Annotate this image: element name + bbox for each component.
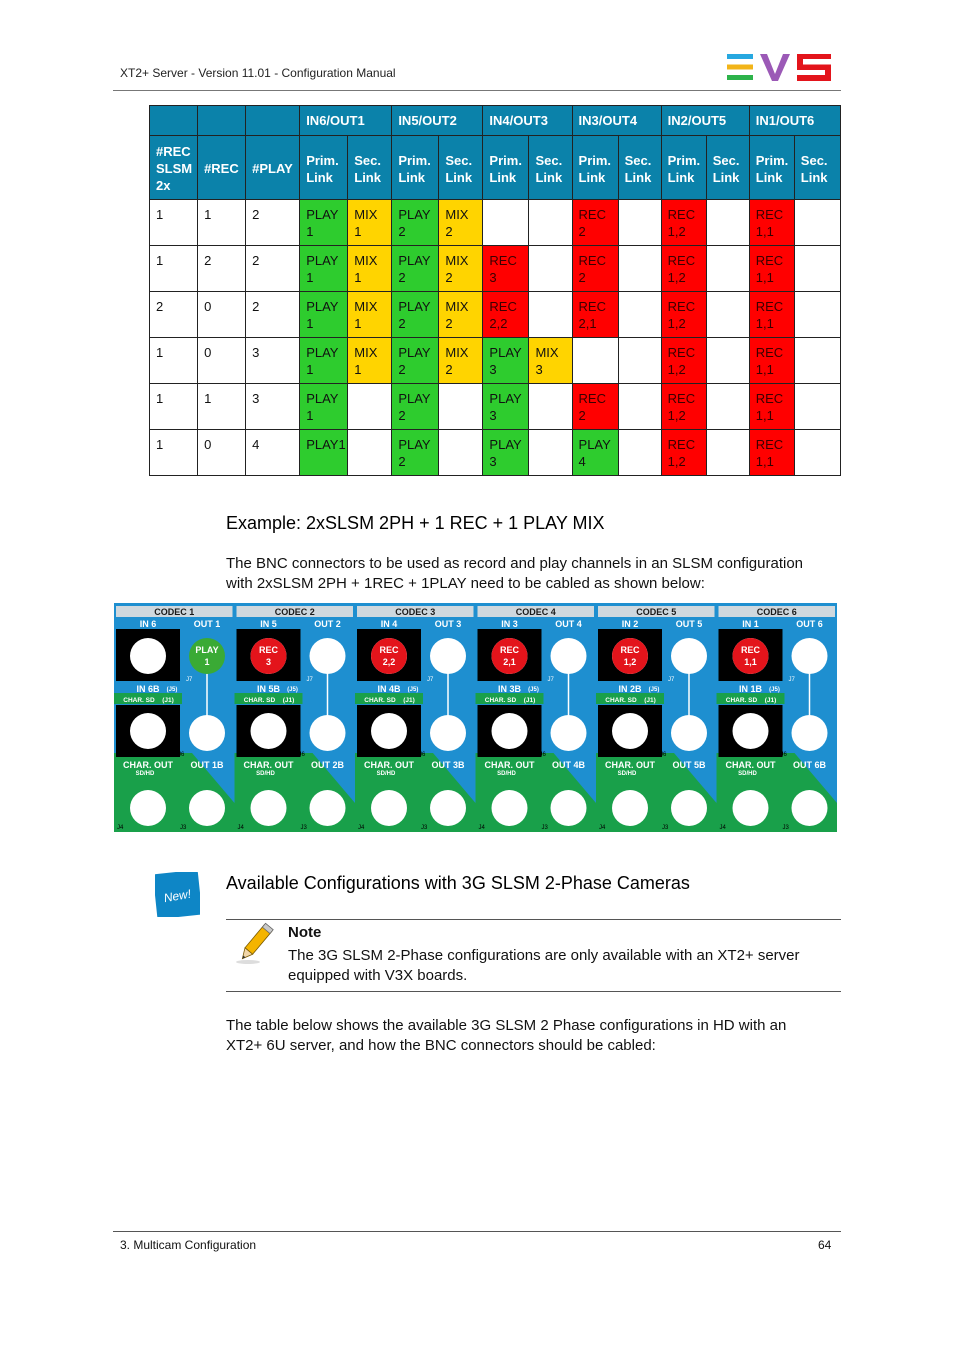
char-sd-label: CHAR. SD — [364, 697, 396, 704]
channel-label: REC — [620, 645, 640, 655]
char-out-label: CHAR. OUT — [605, 760, 655, 770]
configuration-table — [149, 105, 841, 476]
bnc-j3-connector — [430, 790, 466, 826]
bnc-output-b-connector — [189, 715, 225, 751]
column-header-cell: Prim. Link — [483, 136, 529, 200]
bnc-output-b-connector — [792, 715, 828, 751]
output-b-label: OUT 5B — [672, 760, 706, 770]
table-cell: PLAY 3 — [483, 384, 529, 430]
table-cell: REC 1,1 — [749, 292, 794, 338]
input-b-label: IN 2B — [618, 684, 642, 694]
table-group-header-row — [150, 106, 841, 136]
connector-number: J4 — [358, 825, 365, 831]
bnc-j3-connector — [671, 790, 707, 826]
connector-number: J6 — [660, 752, 667, 758]
group-header-cell: IN5/OUT2 — [392, 106, 483, 136]
output-label: OUT 2 — [314, 619, 341, 629]
connector-number: (J1) — [162, 697, 174, 704]
table-cell — [706, 430, 749, 476]
connector-number: (J5) — [769, 687, 780, 693]
bnc-j3-connector — [189, 790, 225, 826]
table-cell — [794, 338, 840, 384]
table-cell: REC 1,2 — [661, 430, 706, 476]
table-cell — [706, 200, 749, 246]
connector-number: (J1) — [282, 697, 295, 704]
connector-number: J6 — [178, 752, 185, 758]
column-header-cell: Prim. Link — [661, 136, 706, 200]
connector-number: J7 — [668, 677, 675, 683]
connector-number: J6 — [539, 752, 546, 758]
column-header-cell: Prim. Link — [572, 136, 618, 200]
bnc-j3-connector — [551, 790, 587, 826]
connector-number: J3 — [662, 825, 669, 831]
bnc-j3-connector — [792, 790, 828, 826]
table-cell: 2 — [246, 200, 300, 246]
connector-number: J8 — [602, 677, 609, 683]
connector-number: J4 — [599, 825, 606, 831]
table-cell: 4 — [246, 430, 300, 476]
table-cell: PLAY1 — [300, 430, 348, 476]
column-header-cell: Sec. Link — [529, 136, 572, 200]
connector-number: (J5) — [528, 687, 539, 693]
table-cell: REC 2 — [572, 200, 618, 246]
table-cell: PLAY 2 — [392, 292, 439, 338]
table-cell — [529, 292, 572, 338]
channel-label: 2,1 — [503, 657, 516, 667]
table-cell: MIX 1 — [348, 338, 392, 384]
table-cell: PLAY 3 — [483, 338, 529, 384]
table-cell: REC 2 — [572, 246, 618, 292]
bnc-output-connector — [189, 638, 225, 674]
input-b-label: IN 6B — [136, 684, 160, 694]
table-cell: REC 1,1 — [749, 200, 794, 246]
table-cell — [348, 430, 392, 476]
available-configs-heading: Available Configurations with 3G SLSM 2-Phase Cameras — [226, 873, 690, 893]
output-b-label: OUT 2B — [310, 760, 345, 770]
page-header-title: XT2+ Server - Version 11.01 - Configuration Manual — [120, 66, 396, 80]
table-cell — [794, 430, 840, 476]
bnc-output-b-connector — [551, 715, 587, 751]
table-cell: 2 — [246, 246, 300, 292]
column-header-cell: Prim. Link — [300, 136, 348, 200]
connector-number: J8 — [120, 677, 127, 683]
char-out-label: CHAR. OUT — [123, 760, 173, 770]
table-cell: MIX 1 — [348, 200, 392, 246]
input-b-label: IN 4B — [377, 684, 401, 694]
char-out-label: CHAR. OUT — [243, 760, 294, 770]
example-heading: Example: 2xSLSM 2PH + 1 REC + 1 PLAY MIX — [226, 513, 605, 533]
bnc-char-out-connector — [251, 790, 287, 826]
bnc-output-connector — [430, 638, 466, 674]
example-paragraph-line: with 2xSLSM 2PH + 1REC + 1PLAY need to be cabled as shown below: — [226, 575, 705, 592]
input-b-label: IN 5B — [256, 684, 281, 694]
table-cell: PLAY 2 — [392, 246, 439, 292]
table-cell: 3 — [246, 384, 300, 430]
connector-number: (J5) — [407, 687, 419, 693]
output-label: OUT 1 — [193, 619, 221, 629]
connector-number: J3 — [180, 825, 187, 831]
table-cell — [794, 292, 840, 338]
connector-number: J7 — [427, 677, 434, 683]
footer-rule — [113, 1231, 841, 1232]
input-label: IN 4 — [380, 619, 398, 629]
table-cell — [706, 246, 749, 292]
table-cell — [529, 384, 572, 430]
column-header-cell: Prim. Link — [749, 136, 794, 200]
table-cell: PLAY 1 — [300, 200, 348, 246]
channel-label: REC — [258, 645, 279, 655]
group-header-cell: IN1/OUT6 — [749, 106, 840, 136]
table-cell: MIX 1 — [348, 246, 392, 292]
sdhd-label: SD/HD — [738, 771, 757, 777]
input-label: IN 3 — [501, 619, 518, 629]
table-cell: MIX 3 — [529, 338, 572, 384]
codec-label: CODEC 4 — [515, 607, 556, 617]
note-top-rule — [226, 919, 841, 920]
channel-label: REC — [379, 645, 399, 655]
table-cell: MIX 2 — [439, 292, 483, 338]
connector-number: J3 — [782, 825, 789, 831]
table-cell: REC 2 — [572, 384, 618, 430]
table-cell — [706, 338, 749, 384]
column-header-cell: Sec. Link — [618, 136, 661, 200]
evs-logo — [727, 52, 833, 82]
rec-channel-marker — [733, 638, 769, 674]
table-cell — [706, 384, 749, 430]
input-label: IN 5 — [260, 619, 277, 629]
bnc-char-connector — [733, 713, 769, 749]
connector-number: J3 — [300, 825, 307, 831]
group-header-cell: IN6/OUT1 — [300, 106, 392, 136]
rec-channel-marker — [251, 638, 287, 674]
note-text — [288, 946, 838, 986]
output-label: OUT 6 — [796, 619, 823, 629]
table-cell: PLAY 1 — [300, 292, 348, 338]
new-badge-icon — [155, 872, 200, 917]
char-sd-label: CHAR. SD — [605, 697, 637, 704]
input-label: IN 2 — [621, 619, 639, 629]
table-cell — [618, 338, 661, 384]
codec-label: CODEC 5 — [636, 607, 677, 617]
table-cell: MIX 2 — [439, 200, 483, 246]
bnc-output-connector — [671, 638, 707, 674]
bnc-connector-panel — [114, 603, 841, 832]
example-paragraph-line: The BNC connectors to be used as record and play channels in an SLSM configuration — [226, 555, 804, 572]
table-cell: REC 1,1 — [749, 430, 794, 476]
codec-label: CODEC 2 — [274, 607, 315, 617]
char-out-label: CHAR. OUT — [484, 760, 535, 770]
group-header-cell: IN4/OUT3 — [483, 106, 572, 136]
table-cell: REC 1,2 — [661, 200, 706, 246]
sdhd-label: SD/HD — [497, 771, 516, 777]
char-out-label: CHAR. OUT — [364, 760, 414, 770]
bnc-char-out-connector — [371, 790, 407, 826]
table-cell: REC 2,1 — [572, 292, 618, 338]
page-number: 64 — [818, 1238, 832, 1252]
table-cell: PLAY 1 — [300, 338, 348, 384]
table-cell — [618, 292, 661, 338]
table-cell: PLAY 2 — [392, 430, 439, 476]
table-cell — [439, 430, 483, 476]
rec-channel-marker — [492, 638, 528, 674]
header-rule — [113, 90, 841, 91]
connector-number: J3 — [421, 825, 428, 831]
connector-number: (J1) — [523, 697, 536, 704]
codec-label: CODEC 3 — [395, 607, 436, 617]
connector-number: J6 — [298, 752, 305, 758]
table-cell: PLAY 2 — [392, 384, 439, 430]
table-row — [150, 384, 841, 430]
table-cell — [794, 384, 840, 430]
column-header-cell: #REC SLSM 2x — [150, 136, 198, 200]
table-row — [150, 200, 841, 246]
column-header-cell: Sec. Link — [706, 136, 749, 200]
connector-number: J6 — [419, 752, 426, 758]
table-cell: 1 — [150, 338, 198, 384]
output-b-label: OUT 3B — [431, 760, 465, 770]
connector-number: (J1) — [644, 697, 656, 704]
connector-number: J7 — [186, 677, 193, 683]
connector-number: J7 — [547, 677, 554, 683]
group-header-cell — [246, 106, 300, 136]
rec-channel-marker — [612, 638, 648, 674]
note-text-line: The 3G SLSM 2-Phase configurations are only available with an XT2+ server — [288, 947, 800, 964]
table-cell: REC 1,2 — [661, 384, 706, 430]
bnc-j3-connector — [310, 790, 346, 826]
connector-number: (J5) — [287, 687, 298, 693]
output-label: OUT 5 — [675, 619, 703, 629]
sdhd-label: SD/HD — [376, 771, 396, 777]
output-label: OUT 4 — [555, 619, 582, 629]
table-cell: 0 — [198, 338, 246, 384]
group-header-cell — [150, 106, 198, 136]
connector-number: J4 — [117, 825, 124, 831]
bnc-char-connector — [492, 713, 528, 749]
bnc-char-out-connector — [492, 790, 528, 826]
table-cell: 1 — [150, 200, 198, 246]
table-cell: MIX 1 — [348, 292, 392, 338]
bnc-char-out-connector — [612, 790, 648, 826]
table-cell: REC 2,2 — [483, 292, 529, 338]
table-cell — [483, 200, 529, 246]
table-cell: 1 — [150, 384, 198, 430]
connector-number: J4 — [237, 825, 244, 831]
connector-number: J7 — [306, 677, 313, 683]
table-cell — [572, 338, 618, 384]
column-header-cell: Sec. Link — [439, 136, 483, 200]
available-paragraph-line: The table below shows the available 3G SLSM 2 Phase configurations in HD with an — [226, 1017, 787, 1034]
codec-label: CODEC 6 — [756, 607, 797, 617]
connector-number: J4 — [719, 825, 726, 831]
table-cell: 1 — [198, 200, 246, 246]
channel-label: 1,2 — [623, 657, 637, 667]
table-row — [150, 338, 841, 384]
sdhd-label: SD/HD — [617, 771, 637, 777]
table-cell: MIX 2 — [439, 338, 483, 384]
table-cell: 0 — [198, 292, 246, 338]
table-cell: 2 — [150, 292, 198, 338]
note-bottom-rule — [226, 991, 841, 992]
table-cell: REC 1,2 — [661, 292, 706, 338]
bnc-char-out-connector — [733, 790, 769, 826]
connector-number: J8 — [722, 677, 729, 683]
table-cell — [794, 246, 840, 292]
char-sd-label: CHAR. SD — [243, 697, 276, 704]
input-label: IN 6 — [139, 619, 157, 629]
column-header-cell: Sec. Link — [794, 136, 840, 200]
char-sd-label: CHAR. SD — [484, 697, 517, 704]
bnc-char-connector — [130, 713, 166, 749]
table-cell — [529, 246, 572, 292]
sdhd-label: SD/HD — [256, 771, 275, 777]
table-cell: 0 — [198, 430, 246, 476]
input-b-label: IN 1B — [738, 684, 763, 694]
output-label: OUT 3 — [434, 619, 462, 629]
bnc-char-connector — [371, 713, 407, 749]
connector-number: J6 — [780, 752, 787, 758]
column-header-cell: Sec. Link — [348, 136, 392, 200]
table-cell: REC 1,2 — [661, 338, 706, 384]
column-header-cell: Prim. Link — [392, 136, 439, 200]
channel-label: REC — [499, 645, 520, 655]
char-out-label: CHAR. OUT — [725, 760, 776, 770]
table-cell: REC 3 — [483, 246, 529, 292]
example-paragraph — [226, 554, 841, 594]
available-paragraph-line: XT2+ 6U server, and how the BNC connectors should be cabled: — [226, 1037, 656, 1054]
table-cell: 1 — [150, 246, 198, 292]
table-cell — [348, 384, 392, 430]
table-cell: MIX 2 — [439, 246, 483, 292]
table-cell: PLAY 3 — [483, 430, 529, 476]
table-cell: 3 — [246, 338, 300, 384]
table-cell — [794, 200, 840, 246]
bnc-output-b-connector — [671, 715, 707, 751]
connector-number: J8 — [240, 677, 247, 683]
table-row — [150, 430, 841, 476]
bnc-input-connector — [130, 638, 166, 674]
table-cell — [706, 292, 749, 338]
bnc-output-b-connector — [310, 715, 346, 751]
table-cell — [618, 384, 661, 430]
output-b-label: OUT 6B — [792, 760, 827, 770]
footer-chapter: 3. Multicam Configuration — [120, 1238, 257, 1252]
pencil-icon — [232, 922, 280, 966]
connector-number: J7 — [788, 677, 795, 683]
table-cell — [618, 200, 661, 246]
connector-number: J8 — [361, 677, 368, 683]
column-header-cell: #REC — [198, 136, 246, 200]
table-cell — [618, 246, 661, 292]
note-label: Note — [288, 924, 322, 941]
table-cell: REC 1,1 — [749, 384, 794, 430]
table-column-header-row — [150, 136, 841, 200]
table-cell: REC 1,1 — [749, 246, 794, 292]
connector-number: (J1) — [403, 697, 415, 704]
connector-number: (J5) — [648, 687, 660, 693]
table-row — [150, 292, 841, 338]
connector-number: J3 — [541, 825, 548, 831]
table-cell: PLAY 2 — [392, 200, 439, 246]
table-cell: PLAY 4 — [572, 430, 618, 476]
bnc-output-connector — [551, 638, 587, 674]
new-badge-text: New! — [162, 886, 193, 906]
bnc-char-connector — [612, 713, 648, 749]
column-header-cell: #PLAY — [246, 136, 300, 200]
channel-label: 2,2 — [382, 657, 396, 667]
table-cell: REC 1,1 — [749, 338, 794, 384]
connector-number: (J5) — [166, 687, 178, 693]
table-cell — [529, 430, 572, 476]
bnc-char-out-connector — [130, 790, 166, 826]
channel-label: 3 — [265, 657, 272, 667]
table-row — [150, 246, 841, 292]
bnc-output-b-connector — [430, 715, 466, 751]
table-cell: 1 — [198, 384, 246, 430]
table-cell: PLAY 1 — [300, 384, 348, 430]
char-sd-label: CHAR. SD — [725, 697, 758, 704]
table-cell: PLAY 1 — [300, 246, 348, 292]
sdhd-label: SD/HD — [135, 771, 155, 777]
bnc-output-connector — [310, 638, 346, 674]
table-cell: 1 — [150, 430, 198, 476]
rec-channel-marker — [371, 638, 407, 674]
table-cell: 2 — [198, 246, 246, 292]
table-cell: PLAY 2 — [392, 338, 439, 384]
bnc-char-connector — [251, 713, 287, 749]
group-header-cell — [198, 106, 246, 136]
output-b-label: OUT 4B — [551, 760, 586, 770]
input-label: IN 1 — [742, 619, 759, 629]
connector-number: (J1) — [764, 697, 777, 704]
group-header-cell: IN3/OUT4 — [572, 106, 661, 136]
table-cell — [439, 384, 483, 430]
channel-label: PLAY — [195, 645, 219, 655]
bnc-output-connector — [792, 638, 828, 674]
output-b-label: OUT 1B — [190, 760, 224, 770]
char-sd-label: CHAR. SD — [123, 697, 155, 704]
available-paragraph — [226, 1016, 841, 1056]
channel-label: 1,1 — [744, 657, 757, 667]
channel-label: REC — [740, 645, 761, 655]
channel-label: 1 — [204, 657, 210, 667]
table-cell: REC 1,2 — [661, 246, 706, 292]
connector-number: J4 — [478, 825, 485, 831]
note-text-line: equipped with V3X boards. — [288, 967, 468, 984]
input-b-label: IN 3B — [497, 684, 522, 694]
connector-number: J8 — [481, 677, 488, 683]
group-header-cell: IN2/OUT5 — [661, 106, 749, 136]
codec-label: CODEC 1 — [154, 607, 195, 617]
table-cell — [529, 200, 572, 246]
table-cell — [618, 430, 661, 476]
table-cell: 2 — [246, 292, 300, 338]
